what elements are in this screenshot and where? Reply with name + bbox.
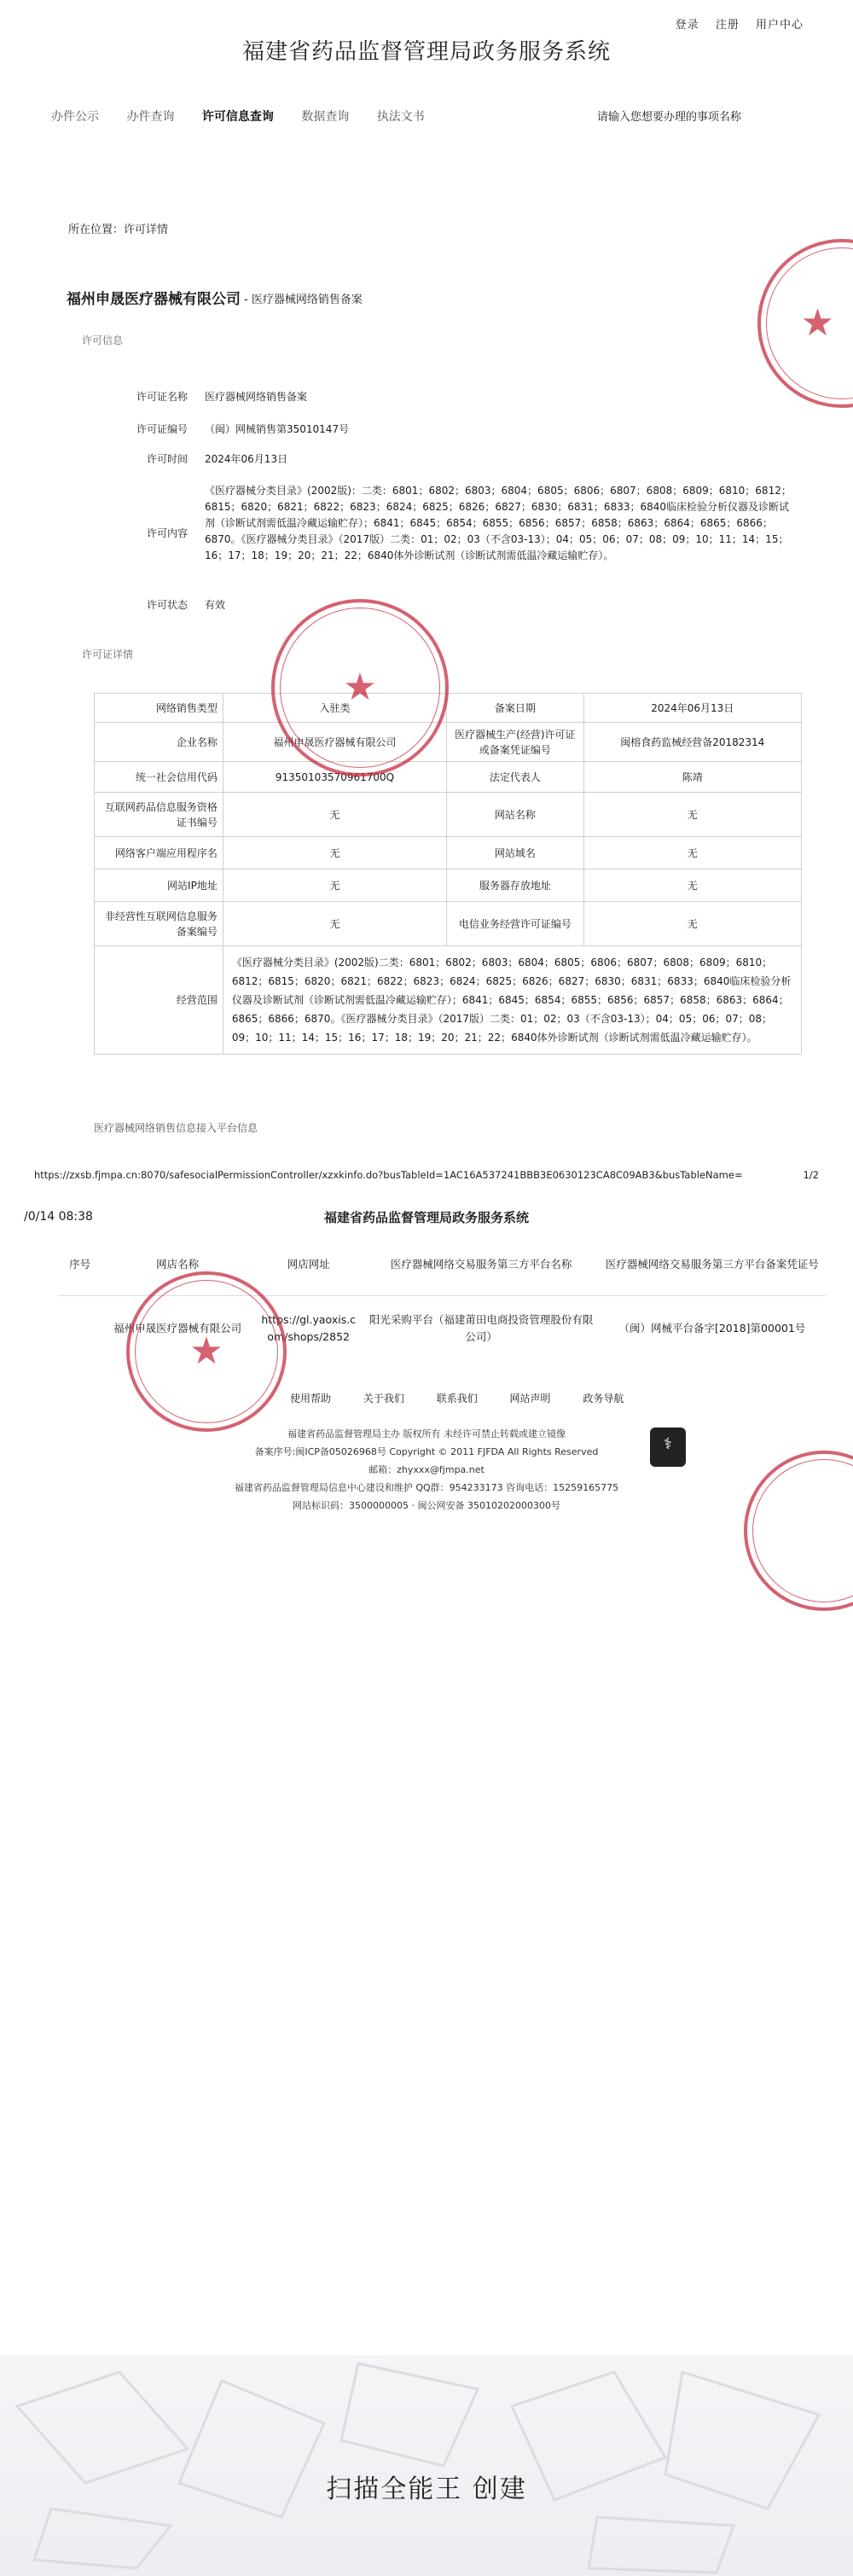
table-row [95, 946, 802, 1055]
table-header-cell: 医疗器械网络交易服务第三方平台备案凭证号 [599, 1234, 826, 1296]
company-seal-stamp [126, 1271, 287, 1432]
print-timestamp: /0/14 08:38 [24, 1210, 93, 1224]
nav-item-query[interactable]: 办件查询 [126, 110, 175, 124]
table-label: 经营范围 [95, 946, 223, 1055]
print-page-number: 1/2 [803, 1169, 819, 1181]
print-url [34, 1169, 819, 1181]
table-label: 医疗器械生产(经营)许可证或备案凭证编号 [447, 723, 583, 762]
company-license-type [244, 290, 363, 306]
table-value: 无 [583, 902, 801, 946]
company-separator: - [244, 294, 248, 306]
table-value: 《医疗器械分类目录》(2002版)二类：6801；6802；6803；6804；6805；6806；6807；6808；6809；6810；6812；6815；6820；6821；6822；6823；6824；6825；6826；6827；6830；6831；6833；6840临床检验分析仪器及诊断试剂（诊断试剂需低温冷藏运输贮存）；6841；6845；6854；6855；6856；6857；6858；6863；6864；6865；6866；6870。《医疗器械分类目录》（2017版）二类：01；02；03（不含03-13）；04；05；06；07；08；09；10；11；14；15；16；17；18；19；20；21；22；6840体外诊断试剂（诊断试剂需低温冷藏运输贮存）。 [223, 946, 801, 1055]
license-content-row [60, 483, 810, 585]
main-nav [51, 108, 449, 125]
footer-line: 福建省药品监督管理局信息中心建设和维护 QQ群：954233173 咨询电话：15259165775 [234, 1482, 619, 1493]
register-link[interactable]: 注册 [715, 19, 740, 32]
star-icon: ★ [189, 1329, 223, 1373]
system-title-page2: 福建省药品监督管理局政务服务系统 [323, 1210, 529, 1225]
footer-link-statement[interactable]: 网站声明 [509, 1393, 551, 1404]
footer-link-contact[interactable]: 联系我们 [436, 1393, 478, 1404]
license-number-label: 许可证编号 [136, 423, 188, 435]
table-label: 网站IP地址 [95, 869, 223, 902]
table-header-cell: 网店网址 [253, 1234, 363, 1296]
login-link[interactable]: 登录 [675, 19, 699, 32]
table-value: 闽榕食药监械经营备20182314 [583, 723, 801, 762]
footer-links [290, 1391, 653, 1405]
license-content-label: 许可内容 [146, 527, 188, 539]
footer-link-about[interactable]: 关于我们 [363, 1393, 404, 1404]
scanner-decoration [0, 2355, 853, 2576]
section-detail-title: 许可证详情 [82, 648, 134, 660]
nav-item-publicity[interactable]: 办件公示 [51, 110, 99, 124]
table-cell: （闽）网械平台备字[2018]第00001号 [618, 1321, 806, 1335]
section-license-title: 许可信息 [82, 334, 124, 346]
nav-item-data-query[interactable]: 数据查询 [301, 110, 350, 124]
footer-link-navigation[interactable]: 政务导航 [583, 1393, 624, 1404]
seal-ring [752, 1459, 853, 1602]
table-label: 统一社会信用代码 [95, 762, 223, 793]
license-content-value: 《医疗器械分类目录》(2002版)：二类：6801；6802；6803；6804；6805；6806；6807；6808；6809；6810；6812；6815；6820；6821；6822；6823；6824；6825；6826；6827；6830；6831；6833；6840临床检验分析仪器及诊断试剂（诊断试剂需低温冷藏运输贮存）；6841；6845；6854；6855；6856；6857；6858；6863；6864；6865；6866；6870。《医疗器械分类目录》（2017版）二类：01；02；03（不含03-13）；04；05；06；07；08；09；10；11；14；15；16；17；18；19；20；21；22；6840体外诊断试剂（诊断试剂需低温冷藏运输贮存）。 [205, 485, 792, 561]
footer-link-help[interactable]: 使用帮助 [290, 1393, 332, 1404]
company-type: 医疗器械网络销售备案 [251, 294, 363, 306]
table-value: 无 [583, 869, 801, 902]
table-row [95, 762, 802, 793]
table-row [95, 723, 802, 762]
star-icon: ★ [800, 301, 835, 345]
table-value: 福州申晟医疗器械有限公司 [223, 723, 446, 762]
table-label: 备案日期 [447, 694, 583, 723]
table-value: 入驻类 [223, 694, 446, 723]
nav-item-license-query[interactable]: 许可信息查询 [201, 110, 274, 124]
table-label: 网站域名 [447, 837, 583, 869]
table-label: 企业名称 [95, 723, 223, 762]
license-name-value: 医疗器械网络销售备案 [205, 391, 308, 403]
company-name: 福州申晟医疗器械有限公司 [67, 291, 241, 308]
fjmpa-logo-icon: ⚕ [650, 1428, 686, 1467]
table-cell: https://gl.yaoxis.com/shops/2852 [261, 1312, 357, 1343]
table-label: 网络销售类型 [95, 694, 223, 723]
search-input[interactable]: 请输入您想要办理的事项名称 [597, 111, 742, 124]
table-header-cell: 序号 [58, 1234, 102, 1296]
table-value: 2024年06月13日 [583, 694, 801, 723]
table-label: 服务器存放地址 [447, 869, 583, 902]
table-value: 陈靖 [583, 762, 801, 793]
table-value: 无 [583, 837, 801, 869]
table-label: 非经营性互联网信息服务备案编号 [95, 902, 223, 946]
footer-line: 备案序号:闽ICP备05026968号 Copyright © 2011 FJFDA All Rights Reserved [254, 1446, 599, 1457]
table-row [95, 837, 802, 869]
table-value: 无 [223, 902, 446, 946]
footer-line: 福建省药品监督管理局主办 版权所有 未经许可禁止转载或建立镜像 [287, 1428, 566, 1439]
table-cell: 阳光采购平台（福建莆田电商投资管理股份有限公司） [368, 1312, 594, 1343]
table-value: 无 [223, 869, 446, 902]
table-label: 电信业务经营许可证编号 [447, 902, 583, 946]
license-number-value: （闽）网械销售第35010147号 [205, 423, 350, 435]
table-header-cell: 医疗器械网络交易服务第三方平台名称 [363, 1234, 598, 1296]
system-title: 福建省药品监督管理局政务服务系统 [241, 39, 611, 65]
star-icon: ★ [343, 666, 377, 709]
watermark-text: 扫描全能王 创建 [326, 2474, 527, 2504]
table-value: 无 [223, 793, 446, 837]
table-label: 网站名称 [447, 793, 583, 837]
table-header-cell: 网店名称 [102, 1234, 253, 1296]
license-time-value: 2024年06月13日 [205, 453, 288, 465]
table-label: 网络客户端应用程序名 [95, 837, 223, 869]
section-platform-title: 医疗器械网络销售信息接入平台信息 [94, 1122, 258, 1134]
table-value: 无 [223, 837, 446, 869]
print-url-text: https://zxsb.fjmpa.cn:8070/safesocialPermissionController/xzxkinfo.do?busTableId=1AC16A537241BBB3E0630123CA8C09AB3&busTableName= [34, 1169, 743, 1181]
table-cell: 福州申晟医疗器械有限公司 [113, 1321, 242, 1335]
user-center-link[interactable]: 用户中心 [755, 19, 804, 32]
table-row [95, 793, 802, 837]
top-links [664, 15, 804, 32]
license-time-label: 许可时间 [146, 453, 188, 465]
detail-table [94, 693, 802, 1055]
company-seal-stamp [271, 599, 449, 776]
nav-item-documents[interactable]: 执法文书 [376, 110, 425, 124]
license-status-value: 有效 [205, 599, 226, 611]
footer-line: 邮箱：zhyxxx@fjmpa.net [368, 1464, 485, 1475]
table-row [95, 869, 802, 902]
footer-line: 网站标识码：3500000005 · 闽公网安备 35010202000300号 [293, 1500, 560, 1511]
license-name-label: 许可证名称 [136, 391, 188, 403]
table-row [95, 902, 802, 946]
table-label: 法定代表人 [447, 762, 583, 793]
table-value: 91350103570961700Q [223, 762, 446, 793]
license-status-label: 许可状态 [146, 599, 188, 611]
breadcrumb: 所在位置：许可详情 [68, 224, 169, 236]
table-cell [58, 1296, 102, 1361]
table-value: 无 [583, 793, 801, 837]
table-label: 互联网药品信息服务资格证书编号 [95, 793, 223, 837]
